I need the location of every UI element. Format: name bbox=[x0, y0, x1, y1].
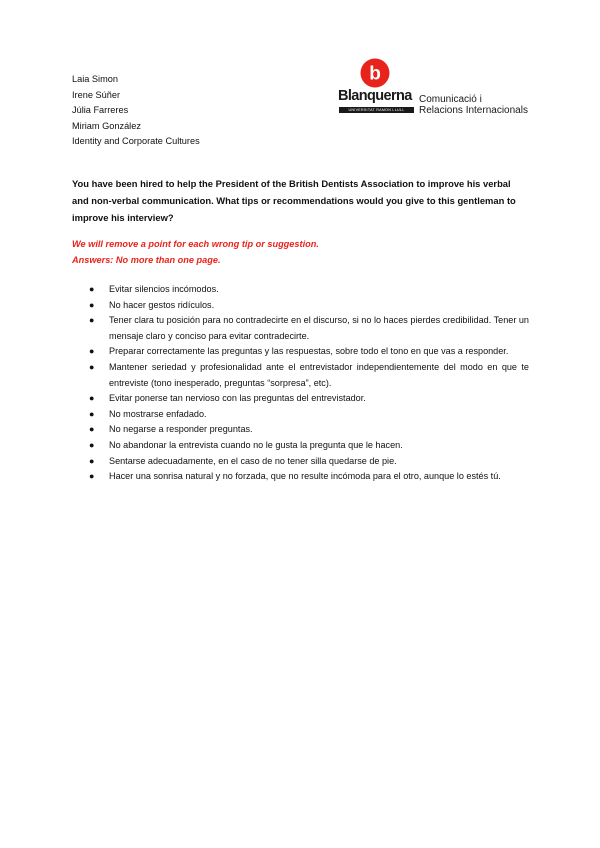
list-item bbox=[72, 407, 529, 423]
list-item bbox=[72, 438, 529, 454]
list-item bbox=[72, 360, 529, 391]
author-name: Irene Súñer bbox=[72, 89, 121, 100]
tip-text: No negarse a responder preguntas. bbox=[109, 424, 253, 435]
answers-note: Answers: No more than one page. bbox=[72, 255, 221, 265]
list-item bbox=[72, 454, 529, 470]
bullet-icon: ● bbox=[89, 455, 95, 466]
tip-text: No hacer gestos ridículos. bbox=[109, 299, 215, 310]
department-line: Comunicació i bbox=[419, 94, 482, 105]
author-name: Miriam González bbox=[72, 120, 141, 131]
list-item bbox=[72, 391, 529, 407]
list-item bbox=[72, 469, 529, 485]
list-item bbox=[72, 313, 529, 344]
bullet-icon: ● bbox=[89, 424, 95, 435]
tip-text: Preparar correctamente las preguntas y las respuestas, sobre todo el tono en que vas a responder. bbox=[109, 346, 509, 357]
bullet-icon: ● bbox=[89, 408, 95, 419]
course-name: Identity and Corporate Cultures bbox=[72, 136, 200, 146]
penalty-note: We will remove a point for each wrong tip or suggestion. bbox=[72, 239, 319, 249]
author-block bbox=[72, 72, 200, 150]
tip-text: Hacer una sonrisa natural y no forzada, que no resulte incómoda para el otro, aunque lo estés tú. bbox=[109, 471, 501, 482]
assignment-notes bbox=[72, 236, 319, 268]
tip-text: No mostrarse enfadado. bbox=[109, 408, 207, 419]
blanquerna-logo-icon bbox=[360, 58, 390, 88]
logo-wordmark: Blanquerna bbox=[338, 88, 412, 104]
tip-text: No abandonar la entrevista cuando no le gusta la pregunta que le hacen. bbox=[109, 439, 403, 450]
bullet-icon: ● bbox=[89, 299, 95, 310]
bullet-icon: ● bbox=[89, 439, 95, 450]
tip-text: Evitar silencios incómodos. bbox=[109, 284, 219, 294]
department-name bbox=[419, 94, 528, 116]
list-item bbox=[72, 282, 529, 298]
logo-tagline: UNIVERSITAT RAMON LLULL bbox=[339, 107, 414, 113]
tip-text: Mantener seriedad y profesionalidad ante el entrevistador independientemente del modo en que te entreviste (tono inesperado, preguntas “sorpresa”, etc). bbox=[109, 361, 529, 388]
list-item bbox=[72, 344, 529, 360]
logo-letter: b bbox=[369, 63, 381, 85]
bullet-icon: ● bbox=[89, 361, 95, 372]
bullet-icon: ● bbox=[89, 393, 95, 404]
tip-text: Evitar ponerse tan nervioso con las preguntas del entrevistador. bbox=[109, 393, 366, 404]
author-name: Laia Simon bbox=[72, 74, 118, 84]
department-line: Relacions Internacionals bbox=[419, 105, 528, 116]
bullet-icon: ● bbox=[89, 346, 95, 357]
blanquerna-logo bbox=[336, 58, 536, 118]
tip-text: Sentarse adecuadamente, en el caso de no tener silla quedarse de pie. bbox=[109, 455, 397, 466]
list-item bbox=[72, 422, 529, 438]
bullet-icon: ● bbox=[89, 315, 95, 326]
bullet-icon: ● bbox=[89, 471, 95, 482]
list-item bbox=[72, 298, 529, 314]
author-name: Júlia Farreres bbox=[72, 105, 129, 115]
tip-text: Tener clara tu posición para no contradecirte en el discurso, si no lo haces pierdes credibilidad. Tener un mensaje claro y conciso para evitar contradecirte. bbox=[109, 315, 529, 341]
tips-list bbox=[72, 282, 529, 485]
bullet-icon: ● bbox=[89, 284, 95, 294]
assignment-question: You have been hired to help the President of the British Dentists Association to improve his verbal and non-verbal communication. What tips or recommendations would you give to this gentleman to improve his interview? bbox=[72, 178, 516, 223]
